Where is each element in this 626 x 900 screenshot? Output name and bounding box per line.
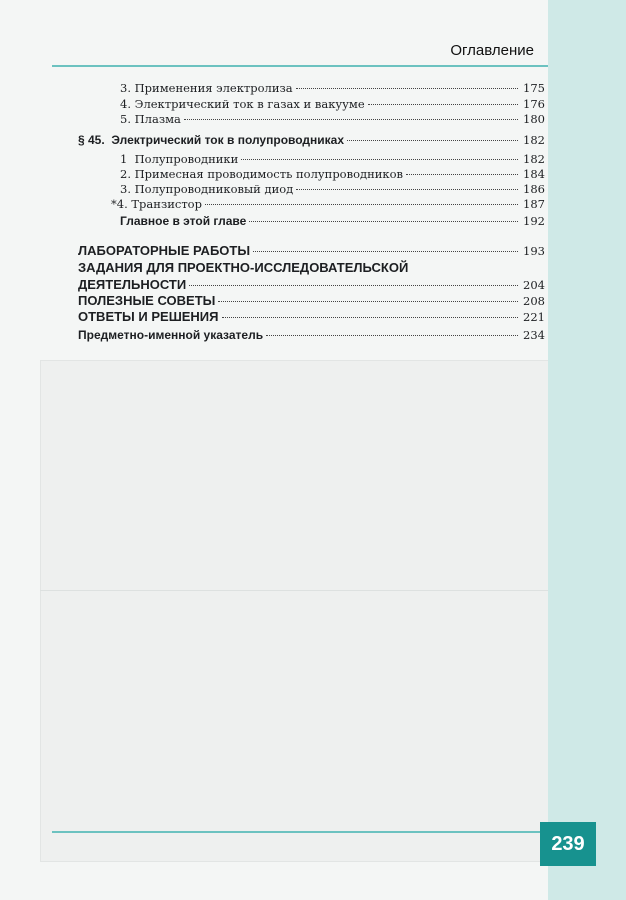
dot-leader xyxy=(184,108,518,120)
dot-leader xyxy=(205,193,518,205)
toc-part-entry[interactable]: ДЕЯТЕЛЬНОСТИ 204 xyxy=(78,277,545,293)
toc-entry[interactable]: 2. Примесная проводимость полупроводников 184 xyxy=(120,166,545,182)
dot-leader xyxy=(253,240,518,252)
toc-part-entry-line1: ЗАДАНИЯ ДЛЯ ПРОЕКТНО-ИССЛЕДОВАТЕЛЬСКОЙ xyxy=(78,260,409,275)
toc-summary-entry[interactable]: Главное в этой главе 192 xyxy=(120,213,545,229)
dot-leader xyxy=(296,178,518,190)
toc-entry[interactable]: *4. Транзистор 187 xyxy=(111,196,545,212)
toc-entry[interactable]: 4. Электрический ток в газах и вакууме 176 xyxy=(120,96,545,112)
toc-part-entry[interactable]: ЛАБОРАТОРНЫЕ РАБОТЫ 193 xyxy=(78,243,545,259)
toc-section-entry[interactable]: § 45. Электрический ток в полупроводниках 182 xyxy=(78,132,545,148)
toc-entry[interactable]: 3. Полупроводниковый диод 186 xyxy=(120,181,545,197)
dot-leader xyxy=(406,163,518,175)
dot-leader xyxy=(189,274,518,286)
page-number: 239 xyxy=(540,822,596,866)
dot-leader xyxy=(249,210,518,222)
dot-leader xyxy=(266,324,518,336)
toc-index-entry[interactable]: Предметно-именной указатель 234 xyxy=(78,327,545,343)
toc-part-entry[interactable]: ПОЛЕЗНЫЕ СОВЕТЫ 208 xyxy=(78,293,545,309)
dot-leader xyxy=(347,129,518,141)
footer-rule xyxy=(52,831,548,833)
toc-entry[interactable]: 1 Полупроводники 182 xyxy=(120,151,545,167)
toc-part-entry[interactable]: ОТВЕТЫ И РЕШЕНИЯ 221 xyxy=(78,309,545,325)
toc-entry[interactable]: 3. Применения электролиза 175 xyxy=(120,80,545,96)
toc-entry[interactable]: 5. Плазма 180 xyxy=(120,111,545,127)
dot-leader xyxy=(222,306,519,318)
dot-leader xyxy=(368,93,518,105)
running-header: Оглавление xyxy=(450,42,534,59)
dot-leader xyxy=(241,148,518,160)
dot-leader xyxy=(218,290,518,302)
dot-leader xyxy=(296,77,518,89)
